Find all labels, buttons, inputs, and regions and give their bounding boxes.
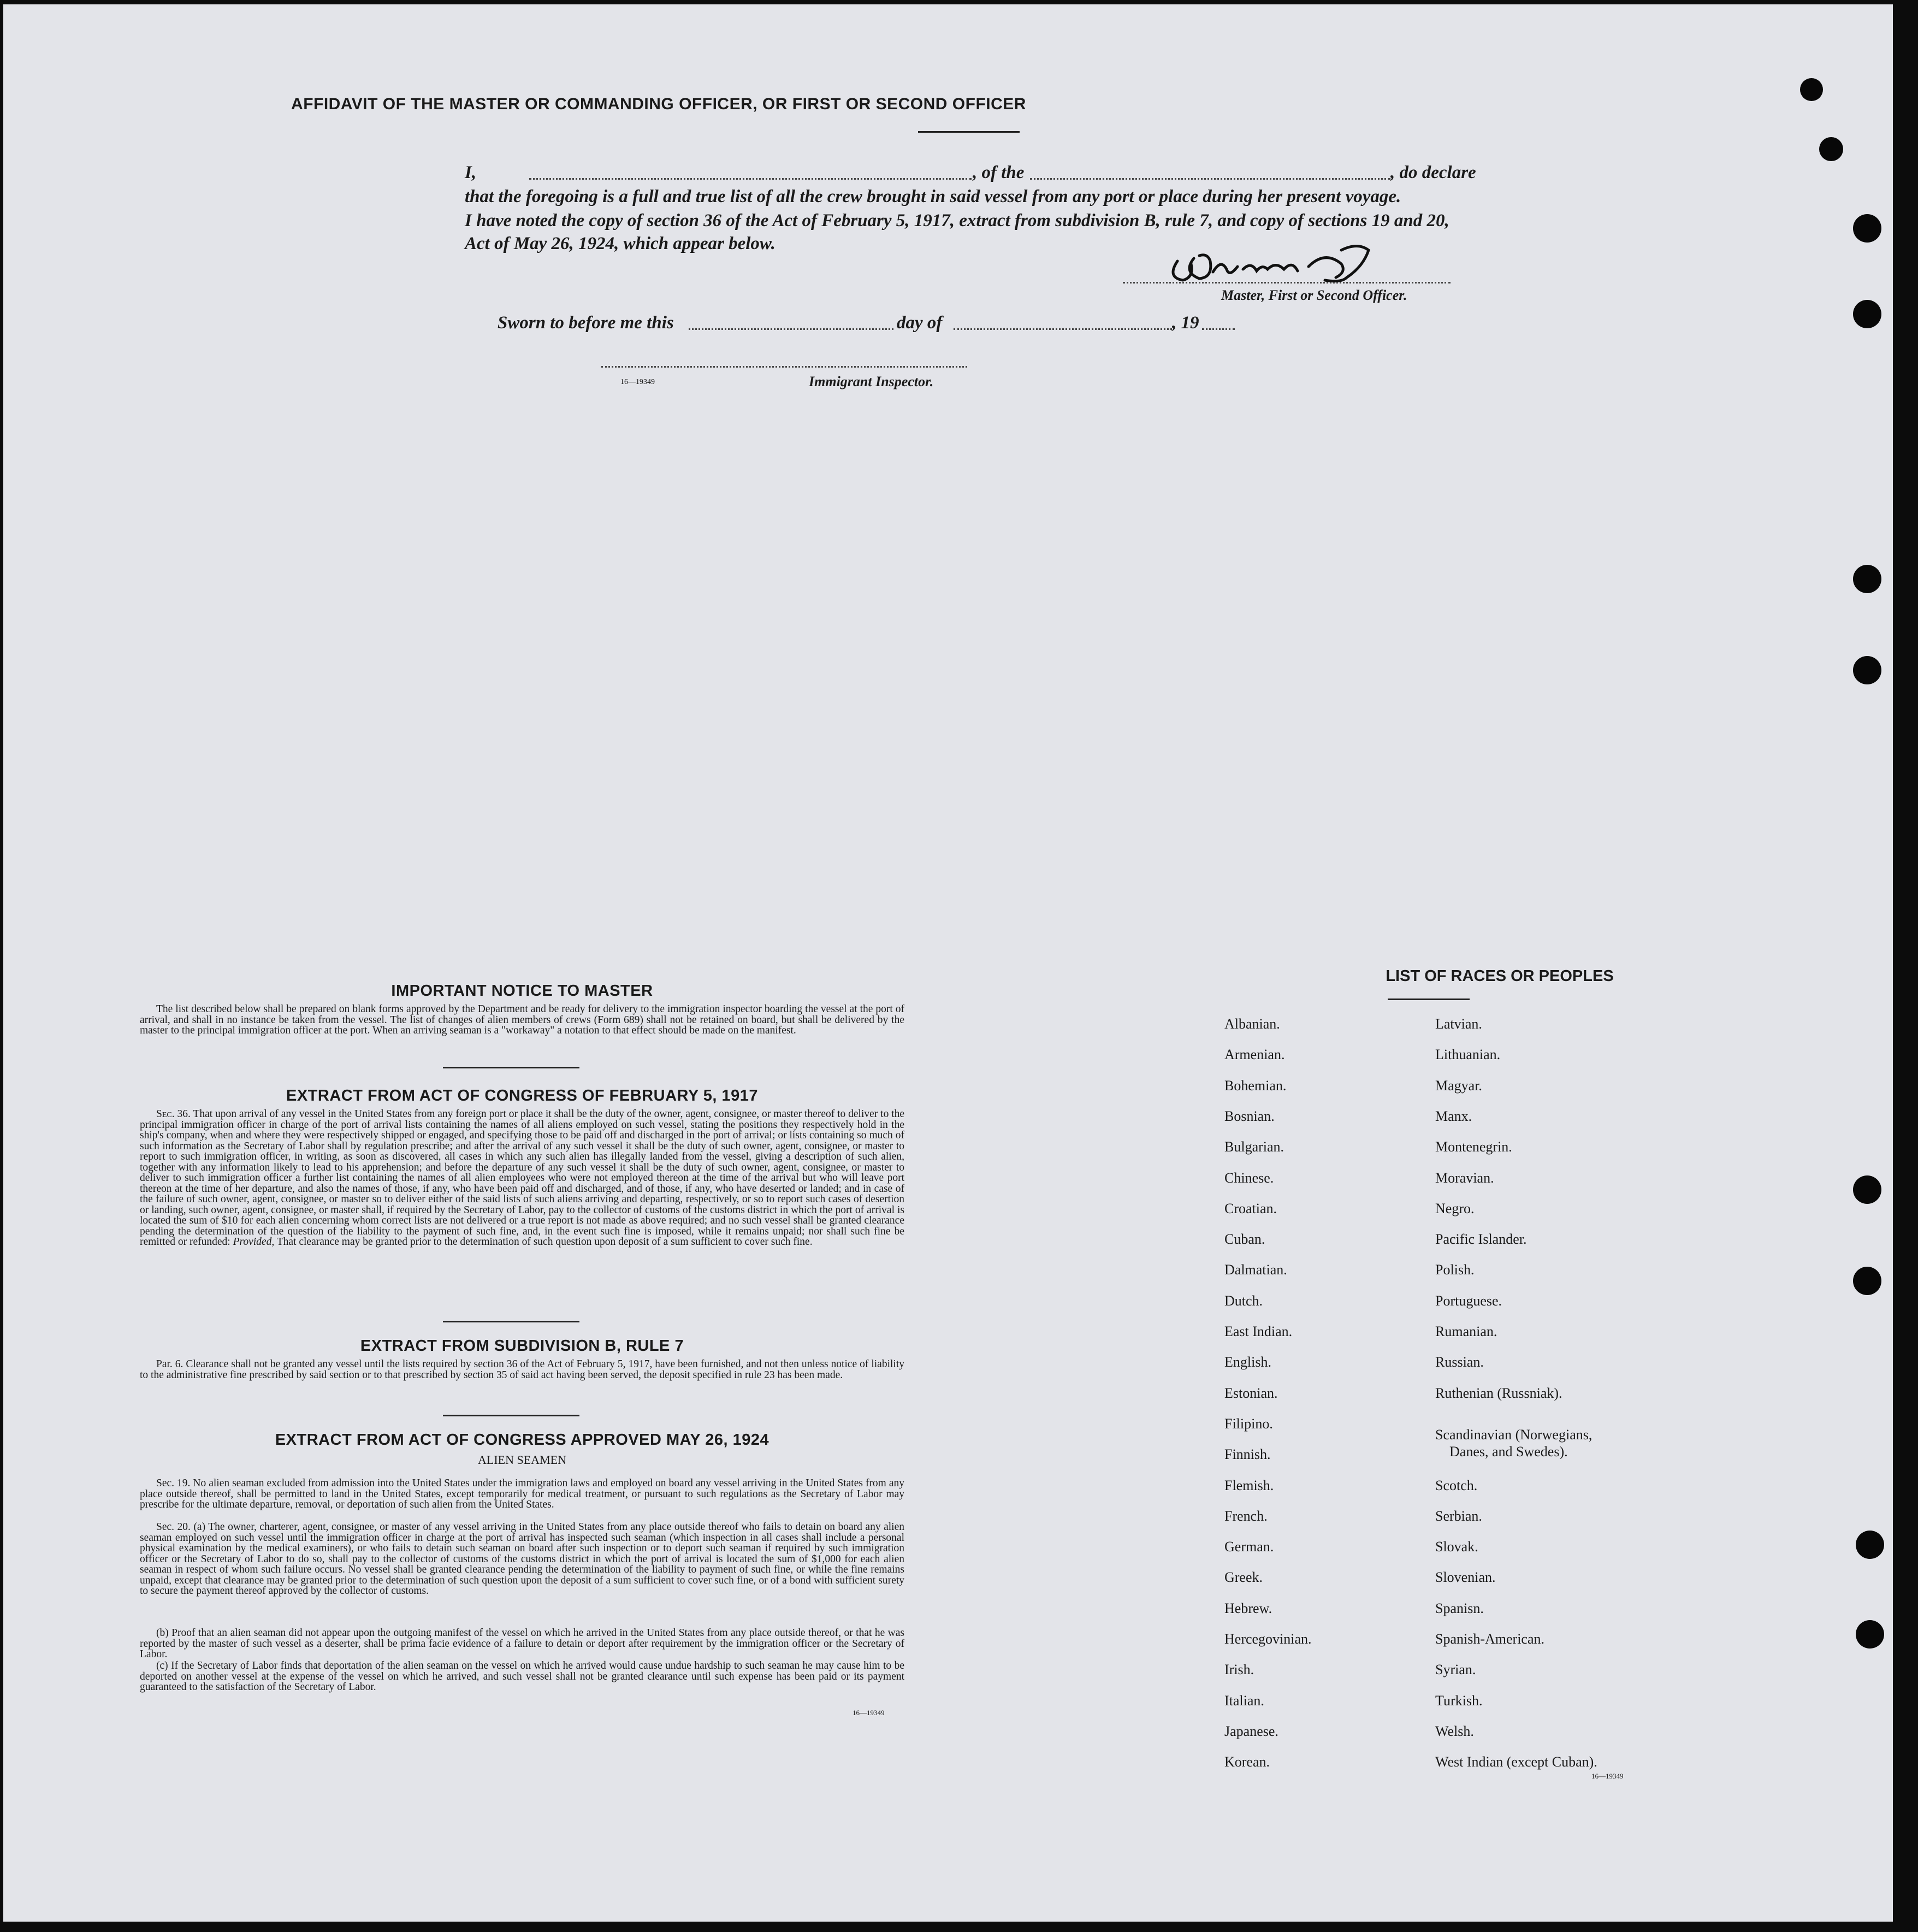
affidavit-line-4: Act of May 26, 1924, which appear below.	[465, 234, 776, 253]
affidavit-line-1	[465, 163, 1475, 183]
punch-hole	[1800, 78, 1823, 101]
races-title: LIST OF RACES OR PEOPLES	[1386, 967, 1614, 985]
race-item: Filipino.	[1224, 1415, 1273, 1432]
line1-suffix: , do declare	[1390, 163, 1476, 182]
race-item: Korean.	[1224, 1754, 1270, 1770]
signature-line	[1123, 282, 1451, 283]
sworn-prefix: Sworn to before me this	[498, 313, 674, 333]
punch-hole	[1853, 1267, 1881, 1295]
divider-1	[443, 1067, 579, 1068]
race-item: Italian.	[1224, 1692, 1264, 1709]
sec20c-text: (c) If the Secretary of Labor finds that deportation of the alien seaman on the vessel on which he arrived would cause undue hardship to such seaman he may cause him to be deported on another vessel at the expense of the vessel on which he arrived, and such vessel shall not be granted clearance until such expense has been paid or its payment guaranteed to the satisfaction of the Secretary of Labor.	[140, 1660, 904, 1693]
race-item: French.	[1224, 1508, 1268, 1524]
document-page	[3, 4, 1893, 1922]
race-item: Greek.	[1224, 1569, 1263, 1586]
race-item: Spanish-American.	[1435, 1631, 1545, 1647]
master-signature	[1161, 239, 1407, 288]
race-item: Syrian.	[1435, 1662, 1476, 1678]
race-item: Hebrew.	[1224, 1600, 1272, 1616]
race-item: Dutch.	[1224, 1292, 1263, 1309]
race-item: Bulgarian.	[1224, 1139, 1284, 1155]
race-item: Finnish.	[1224, 1446, 1271, 1463]
extract-rule7-title: EXTRACT FROM SUBDIVISION B, RULE 7	[360, 1337, 684, 1355]
punch-hole	[1853, 656, 1881, 684]
punch-hole	[1853, 1175, 1881, 1204]
sec20a-text: Sec. 20. (a) The owner, charterer, agent, consignee, or master of any vessel arriving in the United States from any place outside thereof who fails to detain on board any alien seaman employed on such vessel until the immigration officer in charge at the port of arrival has inspected such seaman (which inspection in all cases shall include a personal physical examination by the medical examiners), or who fails to detain such seaman on board after such inspection or to deport such seaman if required by such immigration officer or the Secretary of Labor to do so, shall pay to the collector of customs of the customs district in which the port of arrival is located the sum of $1,000 for each alien seaman in respect of whom such failure occurs. No vessel shall be granted clearance pending the determination of the liability to payment of such fine, or while the fine remains unpaid, except that clearance may be granted prior to the determination of such question upon the deposit of a sum sufficient to cover such fine, or of a bond with sufficient surety to secure the payment thereof approved by the collector of customs.	[140, 1521, 904, 1597]
race-item: Turkish.	[1435, 1692, 1483, 1709]
race-item: Montenegrin.	[1435, 1139, 1512, 1155]
inspector-line	[601, 366, 967, 368]
sworn-day: day of	[897, 313, 943, 333]
affidavit-line-2: that the foregoing is a full and true list of all the crew brought in said vessel from any port or place during her present voyage.	[465, 187, 1401, 206]
sworn-year-blank	[1202, 328, 1235, 330]
sworn-month-blank	[954, 328, 1172, 330]
race-item: Flemish.	[1224, 1477, 1274, 1493]
race-item: Welsh.	[1435, 1723, 1474, 1739]
line1-prefix: I,	[465, 163, 477, 182]
race-item: Albanian.	[1224, 1016, 1280, 1032]
race-item: Cuban.	[1224, 1231, 1265, 1248]
race-item: Japanese.	[1224, 1723, 1278, 1739]
race-item: Ruthenian (Russniak).	[1435, 1385, 1562, 1401]
extract-1924-title: EXTRACT FROM ACT OF CONGRESS APPROVED MAY 26, 1924	[275, 1431, 769, 1449]
extract-1917-title: EXTRACT FROM ACT OF CONGRESS OF FEBRUARY 5, 1917	[286, 1087, 759, 1104]
race-item: Croatian.	[1224, 1200, 1277, 1216]
inspector-caption: Immigrant Inspector.	[809, 374, 934, 389]
race-item: Slovenian.	[1435, 1569, 1496, 1586]
sec19-text: Sec. 19. No alien seaman excluded from admission into the United States under the immigration laws and employed on board any vessel arriving in the United States from any place outside thereof, shall be permitted to land in the United States, except temporarily for medical treatment, or pursuant to such regulations as the Secretary of Labor may prescribe for the ultimate departure, removal, or deportation of such alien from the United States.	[140, 1478, 904, 1510]
race-item: Serbian.	[1435, 1508, 1482, 1524]
race-item: West Indian (except Cuban).	[1435, 1754, 1597, 1770]
race-item: Pacific Islander.	[1435, 1231, 1527, 1248]
race-item: Bohemian.	[1224, 1077, 1287, 1094]
race-item: Latvian.	[1435, 1016, 1482, 1032]
race-item: Moravian.	[1435, 1169, 1494, 1186]
affidavit-title: AFFIDAVIT OF THE MASTER OR COMMANDING OFFICER, OR FIRST OR SECOND OFFICER	[291, 95, 1026, 113]
alien-seamen-subtitle: ALIEN SEAMEN	[478, 1453, 566, 1467]
sec36-label: Sec. 36.	[156, 1108, 191, 1120]
race-item: Russian.	[1435, 1354, 1484, 1370]
sworn-year: , 19	[1172, 313, 1199, 333]
race-item: Irish.	[1224, 1662, 1254, 1678]
sec36-text-a: That upon arrival of any vessel in the United States from any foreign port or place it shall be the duty of the owner, agent, consignee, or master thereof to deliver to the principal immigration officer in charge of the port of arrival lists containing the names of all aliens employed on such vessel, stating the positions they respectively hold in the ship's company, when and where they were respectively shipped or engaged, and specifying those to be paid off and discharged in the port of arrival; or lists containing so much of such information as the Secretary of Labor shall by regulation prescribe; and after the arrival of any such vessel it shall be the duty of such owner, agent, consignee, or master to report to such immigration officer, in writing, as soon as discovered, all cases in which any such alien has illegally landed from the vessel, giving a description of such alien, together with any information likely to lead to his apprehension; and before the departure of any such vessel it shall be the duty of such owner, agent, consignee, or master to deliver to such immigration officer a further list containing the names of all alien employees who were not employed thereon at the time of the arrival but who will leave port thereon at the time of her departure, and also the names of those, if any, who have been paid off and discharged, and of those, if any, who have deserted or landed; and in case of the failure of such owner, agent, consignee, or master so to deliver either of the said lists of such aliens arriving and departing, respectively, or so to report such cases of desertion or landing, such owner, agent, consignee, or master shall, if required by the Secretary of Labor, pay to the collector of customs of the customs district in which the port of arrival is located the sum of $10 for each alien concerning whom correct lists are not delivered or a true report is not made as above required; and no such vessel shall be granted clearance pending the determination of the question of the liability to the payment of such fine, and, in the event such fine is imposed, while it remains unpaid; nor shall such fine be remitted or refunded:	[140, 1108, 905, 1248]
form-number-notice: 16—19349	[853, 1709, 885, 1717]
affidavit-line-3: I have noted the copy of section 36 of the Act of February 5, 1917, extract from subdivision B, rule 7, and copy of sections 19 and 20,	[465, 211, 1449, 231]
race-item: Armenian.	[1224, 1047, 1285, 1063]
races-underline	[1388, 999, 1470, 1000]
race-item: Negro.	[1435, 1200, 1475, 1216]
punch-hole	[1856, 1620, 1884, 1649]
race-item: Scandinavian (Norwegians,	[1435, 1426, 1593, 1443]
race-item: Chinese.	[1224, 1169, 1274, 1186]
form-number-top: 16—19349	[620, 378, 655, 386]
race-item: Bosnian.	[1224, 1108, 1275, 1124]
form-number-races: 16—19349	[1591, 1772, 1624, 1780]
punch-hole	[1853, 214, 1881, 243]
name-blank	[529, 178, 972, 180]
notice-body: The list described below shall be prepared on blank forms approved by the Department and be ready for delivery to the immigration inspector boarding the vessel at the port of arrival, and shall in no instance be taken from the vessel. The list of changes of alien members of crews (Form 689) shall not be retained on board, but shall be delivered by the master to the principal immigration officer at the port. When an arriving seaman is a "workaway" a notation to that effect should be made on the manifest.	[140, 1003, 904, 1036]
race-item: English.	[1224, 1354, 1271, 1370]
line1-middle: , of the	[973, 163, 1025, 182]
race-item: East Indian.	[1224, 1324, 1293, 1339]
race-item: Estonian.	[1224, 1385, 1278, 1401]
sec20b-text: (b) Proof that an alien seaman did not appear upon the outgoing manifest of the vessel on which he arrived in the United States from any place outside thereof, or that he was reported by the master of such vessel as a deserter, shall be prima facie evidence of a failure to detain or deport after requirement by the immigration officer or the Secretary of Labor.	[140, 1627, 904, 1660]
race-item: Scotch.	[1435, 1477, 1478, 1493]
divider-2	[443, 1321, 579, 1322]
punch-hole	[1853, 565, 1881, 593]
sec36-text-b: That clearance may be granted prior to the determination of such question upon deposit of a sum sufficient to cover such fine.	[276, 1236, 813, 1248]
race-item: German.	[1224, 1539, 1274, 1555]
race-item: Hercegovinian.	[1224, 1631, 1312, 1647]
race-item: Manx.	[1435, 1108, 1472, 1124]
race-item: Portuguese.	[1435, 1292, 1502, 1309]
race-item: Danes, and Swedes).	[1449, 1443, 1568, 1460]
race-item: Lithuanian.	[1435, 1047, 1501, 1063]
race-item: Magyar.	[1435, 1077, 1482, 1094]
race-item: Rumanian.	[1435, 1324, 1497, 1339]
punch-hole	[1853, 300, 1881, 328]
extract-1917-body	[140, 1109, 904, 1248]
race-item: Spanisn.	[1435, 1600, 1484, 1616]
sec36-provided: Provided,	[233, 1236, 275, 1248]
divider-3	[443, 1415, 579, 1416]
sworn-day-blank	[689, 328, 893, 330]
punch-hole	[1856, 1531, 1884, 1559]
vessel-blank	[1030, 178, 1390, 180]
punch-hole	[1819, 137, 1843, 161]
signature-caption: Master, First or Second Officer.	[1221, 287, 1407, 303]
extract-rule7-body: Par. 6. Clearance shall not be granted any vessel until the lists required by section 36 of the Act of February 5, 1917, have been furnished, and not then unless notice of liability to the administrative fine prescribed by said section or to that prescribed by section 35 of said act having been served, the deposit specified in rule 23 has been made.	[140, 1358, 904, 1381]
race-item: Polish.	[1435, 1262, 1475, 1278]
race-item: Slovak.	[1435, 1539, 1478, 1555]
title-underline	[918, 131, 1020, 133]
notice-title: IMPORTANT NOTICE TO MASTER	[391, 982, 653, 1000]
race-item: Dalmatian.	[1224, 1262, 1287, 1278]
